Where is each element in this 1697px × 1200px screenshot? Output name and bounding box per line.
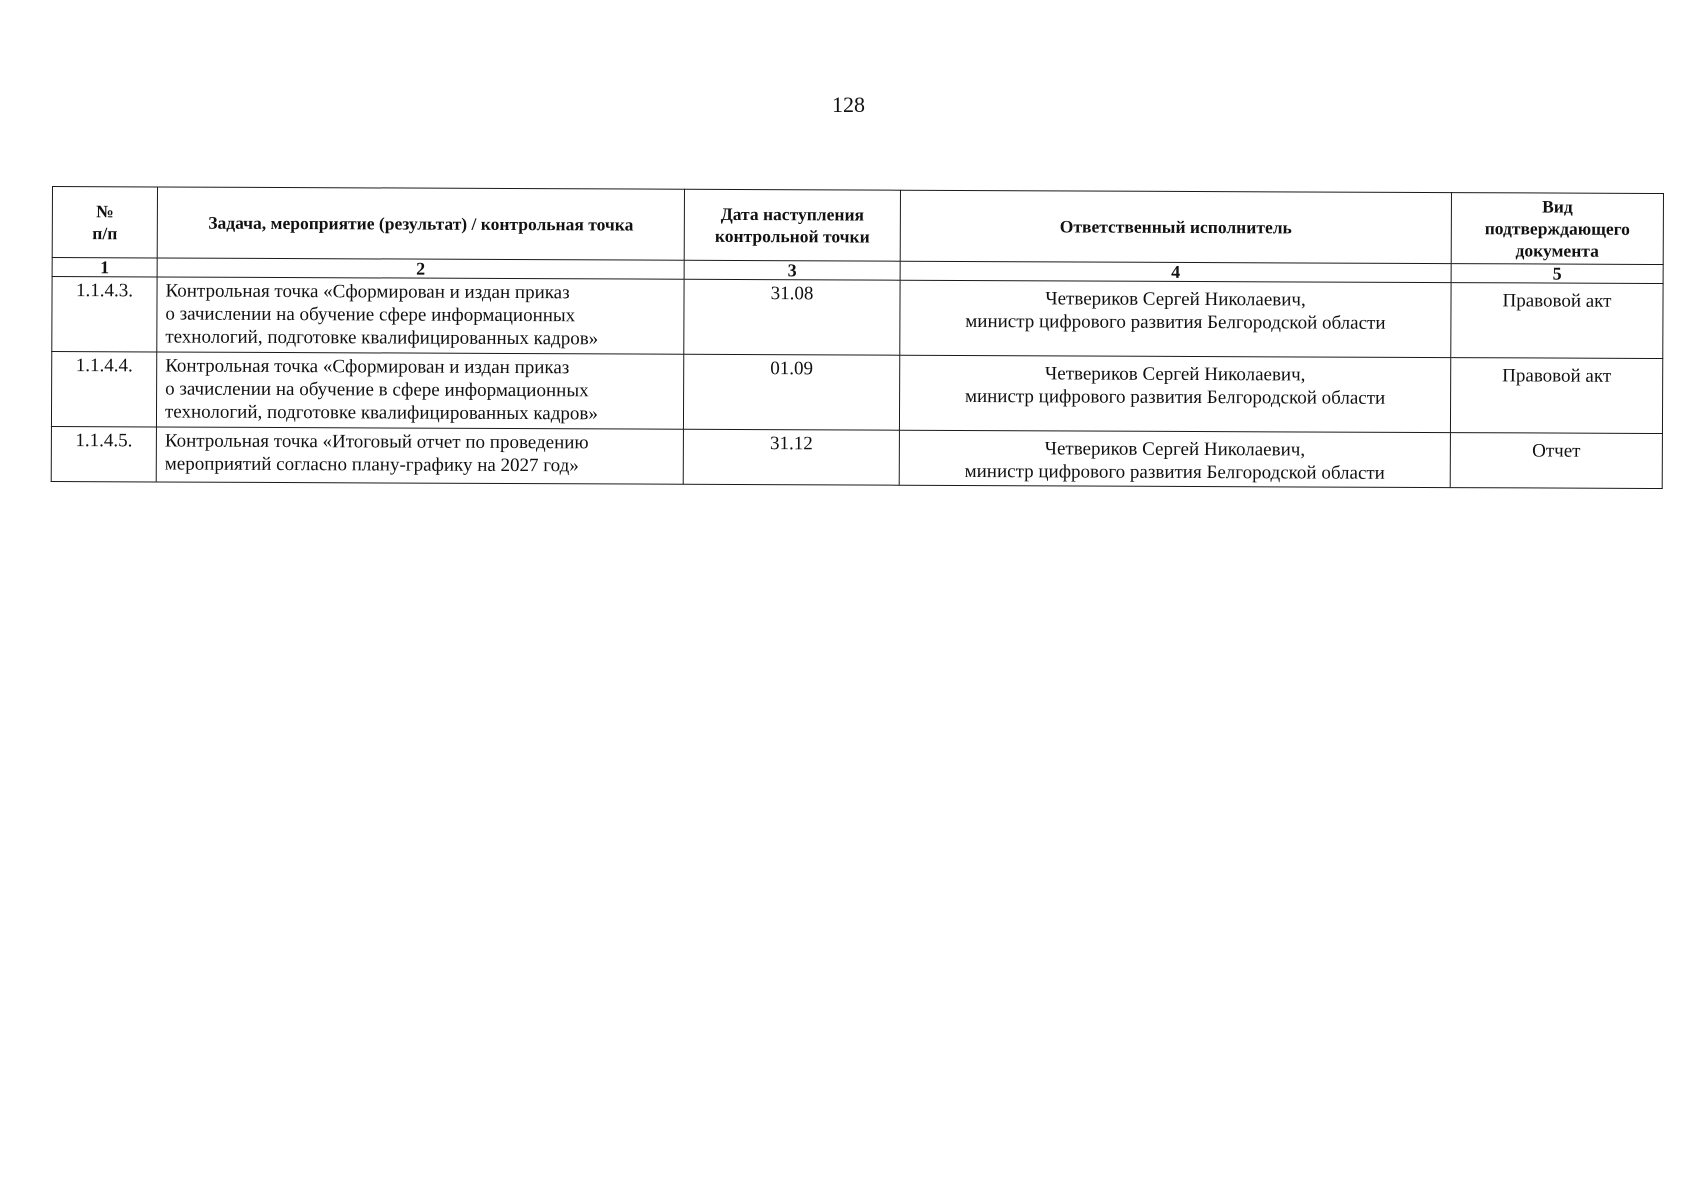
column-number: 2 <box>157 258 684 279</box>
header-number: № п/п <box>52 187 157 258</box>
table-row <box>51 352 1662 434</box>
header-task: Задача, мероприятие (результат) / контрольная точка <box>157 187 684 260</box>
row-number: 1.1.4.3. <box>52 277 157 352</box>
header-executor: Ответственный исполнитель <box>900 190 1451 263</box>
column-number: 4 <box>900 261 1451 282</box>
control-points-table <box>51 186 1664 489</box>
row-task: Контрольная точка «Сформирован и издан приказ о зачислении на обучение сфере информационных технологий, подготовке квалифицированных кадров» <box>157 277 684 354</box>
column-number: 1 <box>52 258 157 277</box>
row-date: 01.09 <box>683 354 899 430</box>
row-date: 31.12 <box>683 429 899 485</box>
column-number: 5 <box>1451 264 1663 284</box>
row-executor: Четвериков Сергей Николаевич, министр цифрового развития Белгородской области <box>900 280 1451 357</box>
row-task: Контрольная точка «Итоговый отчет по проведению мероприятий согласно плану-графику на 2027 год» <box>156 427 683 484</box>
header-date: Дата наступления контрольной точки <box>684 189 900 261</box>
header-document-type: Вид подтверждающего документа <box>1451 193 1663 265</box>
table-row <box>51 426 1662 488</box>
table-header-row <box>52 187 1663 265</box>
row-number: 1.1.4.4. <box>51 352 156 427</box>
row-date: 31.08 <box>684 279 900 355</box>
row-number: 1.1.4.5. <box>51 426 156 481</box>
page-number: 128 <box>832 92 865 117</box>
row-executor: Четвериков Сергей Николаевич, министр цифрового развития Белгородской области <box>899 430 1450 487</box>
row-task: Контрольная точка «Сформирован и издан приказ о зачислении на обучение в сфере информационных технологий, подготовке квалифицированных кадров» <box>156 352 683 429</box>
table-row <box>52 277 1663 359</box>
row-executor: Четвериков Сергей Николаевич, министр цифрового развития Белгородской области <box>899 355 1450 432</box>
row-document-type: Отчет <box>1450 433 1662 489</box>
row-document-type: Правовой акт <box>1451 283 1663 359</box>
row-document-type: Правовой акт <box>1450 358 1662 434</box>
column-number: 3 <box>684 260 900 280</box>
